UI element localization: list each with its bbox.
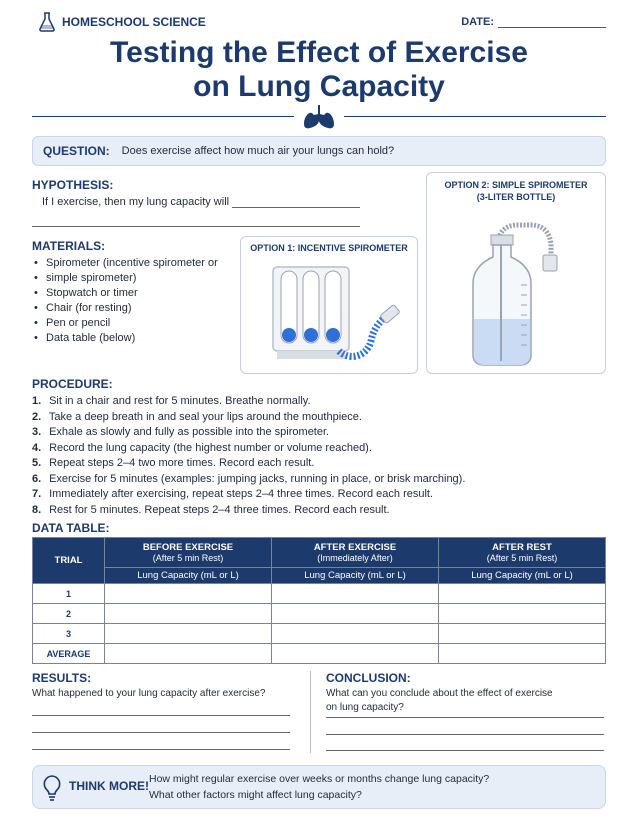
trial-label: AVERAGE <box>33 644 105 664</box>
list-item: • Stopwatch or timer <box>32 286 242 301</box>
procedure-list <box>32 394 602 518</box>
step-number: 8. <box>32 503 42 516</box>
data-cell[interactable] <box>272 604 439 624</box>
question-text: Does exercise affect how much air your lungs can hold? <box>121 145 395 157</box>
data-cell[interactable] <box>105 584 272 604</box>
flask-icon <box>38 12 56 32</box>
table-row <box>33 604 606 624</box>
procedure-heading: PROCEDURE: <box>32 377 113 391</box>
page-title <box>0 36 638 104</box>
data-cell[interactable] <box>439 624 606 644</box>
title-line-1: Testing the Effect of Exercise <box>110 36 528 69</box>
step-text: Exercise for 5 minutes (examples: jumping jacks, running in place, or brisk marching). <box>49 472 466 485</box>
column-header <box>105 538 272 568</box>
bottle-spirometer-icon <box>427 211 605 371</box>
data-table-heading: DATA TABLE: <box>32 521 110 535</box>
procedure-step <box>32 503 602 519</box>
lightbulb-icon <box>41 774 63 802</box>
procedure-step <box>32 425 602 441</box>
step-number: 1. <box>32 395 42 407</box>
procedure-step <box>32 441 602 457</box>
column-sub: (Immediately After) <box>317 553 393 563</box>
step-text: Rest for 5 minutes. Repeat steps 2–4 three times. Record each result. <box>49 503 390 516</box>
column-unit: Lung Capacity (mL or L) <box>105 568 272 584</box>
hypothesis-prompt: If I exercise, then my lung capacity will <box>42 196 230 208</box>
data-cell[interactable] <box>439 584 606 604</box>
date-line <box>498 18 606 28</box>
think-more-label: THINK MORE! <box>69 779 149 793</box>
think-more-box <box>32 765 606 809</box>
step-text: Sit in a chair and rest for 5 minutes. Breathe normally. <box>49 395 311 407</box>
conclusion-prompt-1: What can you conclude about the effect of exercise <box>326 688 553 699</box>
materials-heading: MATERIALS: <box>32 239 106 253</box>
trial-label: 2 <box>33 604 105 624</box>
data-cell[interactable] <box>105 604 272 624</box>
column-header <box>439 538 606 568</box>
question-box <box>32 136 606 166</box>
step-number: 2. <box>32 410 42 423</box>
lungs-icon <box>302 104 336 130</box>
data-cell[interactable] <box>105 644 272 664</box>
data-cell[interactable] <box>439 644 606 664</box>
data-cell[interactable] <box>105 624 272 644</box>
question-label: QUESTION: <box>43 144 110 158</box>
table-row <box>33 584 606 604</box>
materials-list <box>32 256 242 346</box>
procedure-step <box>32 394 602 410</box>
list-item: • Chair (for resting) <box>32 301 242 316</box>
hypothesis-blank-1[interactable] <box>232 207 360 208</box>
column-header <box>272 538 439 568</box>
step-text: Exhale as slowly and fully as possible into the spirometer. <box>49 426 330 438</box>
conclusion-line[interactable] <box>326 750 604 751</box>
results-line[interactable] <box>32 749 290 750</box>
conclusion-prompt-2: on lung capacity? <box>326 702 404 713</box>
conclusion-heading: CONCLUSION: <box>326 671 411 685</box>
column-sub: (After 5 min Rest) <box>152 553 224 563</box>
step-text: Immediately after exercising, repeat steps 2–4 three times. Record each result. <box>49 488 434 500</box>
step-text: Repeat steps 2–4 two more times. Record each result. <box>49 457 315 469</box>
option1-label: OPTION 1: INCENTIVE SPIROMETER <box>250 243 408 253</box>
trial-label: 1 <box>33 584 105 604</box>
data-cell[interactable] <box>272 584 439 604</box>
procedure-step <box>32 472 602 488</box>
data-cell[interactable] <box>439 604 606 624</box>
column-title: BEFORE EXERCISE <box>142 542 234 553</box>
date-label: DATE: <box>461 16 494 28</box>
results-heading: RESULTS: <box>32 671 92 685</box>
conclusion-line[interactable] <box>326 717 604 718</box>
option2-panel <box>426 172 606 374</box>
think-more-q1: How might regular exercise over weeks or months change lung capacity? <box>149 773 490 785</box>
results-line[interactable] <box>32 732 290 733</box>
option2-label-1: OPTION 2: SIMPLE SPIROMETER <box>444 180 588 190</box>
hypothesis-heading: HYPOTHESIS: <box>32 178 114 192</box>
step-number: 3. <box>32 426 42 438</box>
list-item: • Data table (below) <box>32 331 242 346</box>
list-item: • Pen or pencil <box>32 316 242 331</box>
table-row <box>33 644 606 664</box>
step-text: Record the lung capacity (the highest number or volume reached). <box>49 441 372 454</box>
trial-label: 3 <box>33 624 105 644</box>
option2-label-2: (3-LITER BOTTLE) <box>476 192 556 202</box>
procedure-step <box>32 410 602 426</box>
step-text: Take a deep breath in and seal your lips around the mouthpiece. <box>48 410 362 423</box>
step-number: 4. <box>32 441 42 454</box>
brand-name: HOMESCHOOL SCIENCE <box>62 15 206 29</box>
column-unit: Lung Capacity (mL or L) <box>272 568 439 584</box>
option1-panel <box>240 236 418 374</box>
procedure-step <box>32 487 602 503</box>
brand <box>38 12 206 32</box>
procedure-step <box>32 456 602 472</box>
column-title: AFTER EXERCISE <box>313 542 397 553</box>
data-cell[interactable] <box>272 624 439 644</box>
hypothesis-blank-2[interactable] <box>32 226 360 227</box>
divider-right <box>344 116 606 117</box>
conclusion-line[interactable] <box>326 734 604 735</box>
date-field[interactable] <box>461 16 606 28</box>
incentive-spirometer-icon <box>241 259 417 371</box>
divider-left <box>32 116 294 117</box>
step-number: 5. <box>32 457 42 469</box>
table-row <box>33 624 606 644</box>
data-cell[interactable] <box>272 644 439 664</box>
column-title: AFTER REST <box>492 542 552 553</box>
trial-header: TRIAL <box>33 538 105 584</box>
list-item: • Spirometer (incentive spirometer or <box>32 256 242 271</box>
column-unit: Lung Capacity (mL or L) <box>439 568 606 584</box>
section-divider <box>310 671 311 753</box>
think-more-q2: What other factors might affect lung capacity? <box>149 789 362 801</box>
step-number: 6. <box>32 472 42 485</box>
title-line-2: on Lung Capacity <box>193 70 445 103</box>
results-line[interactable] <box>32 715 290 716</box>
data-table <box>32 537 606 664</box>
column-sub: (After 5 min Rest) <box>486 553 558 563</box>
results-prompt: What happened to your lung capacity after exercise? <box>32 688 266 699</box>
step-number: 7. <box>32 488 42 500</box>
list-item: • simple spirometer) <box>32 271 242 286</box>
